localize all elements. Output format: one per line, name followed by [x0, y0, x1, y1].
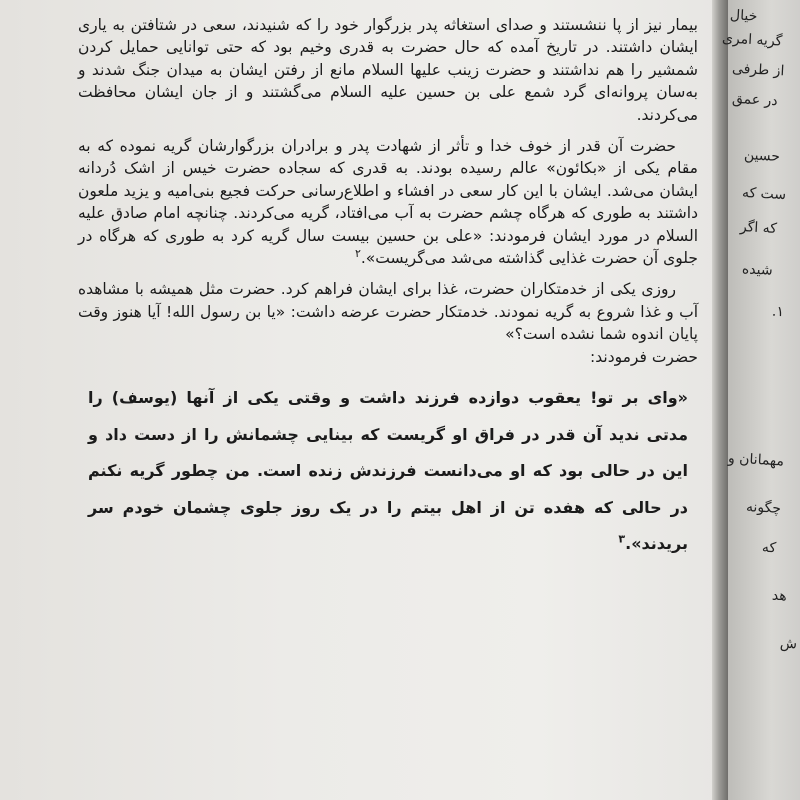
margin-fragment: ش — [779, 635, 798, 653]
margin-fragment: که — [761, 539, 777, 557]
margin-fragment: در عمق — [731, 90, 778, 110]
book-page-right-edge — [721, 0, 800, 800]
margin-fragment: ست که — [741, 184, 787, 204]
paragraph-3-text: روزی یکی از خدمتکاران حضرت، غذا برای ایشان فراهم کرد. حضرت مثل همیشه با مشاهده آب و غذا شروع به گریه نمودند. خدمتکار حضرت عرضه داشت: «یا بن رسول الله! آیا هنوز وقت پایان اندوه شما نشده است؟» — [78, 280, 698, 344]
quoted-passage-text: «وای بر تو! یعقوب دوازده فرزند داشت و وقتی یکی از آنها (یوسف) را مدتی ندید آن قدر در فراق او گریست که بینایی چشمانش را از دست داد و این در حالی بود که او می‌دانست فرزندش زنده است. من چطور گریه نکنم در حالی که هفده تن از اهل بیتم را در یک روز جلوی چشمان خودم سر بریدند». — [88, 388, 688, 554]
paragraph-2-text: حضرت آن قدر از خوف خدا و تأثر از شهادت پدر و برادران بزرگوارشان گریه نموده که به مقام یکی از «بکائون» عالم رسیده بودند. به قدری که سجاده حضرت خیس از اشک دُردانه ایشان می‌شد. ایشان با این کار سعی در افشاء و اطلاع‌رسانی حرکت فجیع بنی‌امیه و یزید ملعون داشتند به طوری که هرگاه چشم حضرت به آب می‌افتاد، گریه می‌کردند. چنانچه امام صادق علیه السلام در مورد ایشان فرمودند: «علی بن حسین بیست سال گریه کرد به طوری که هرگاه در جلوی آن حضرت غذایی گذاشته می‌شد می‌گریست». — [78, 137, 698, 268]
margin-fragment: شیده — [741, 261, 774, 279]
margin-fragment: ۱. — [771, 303, 785, 321]
footnote-marker-3: ۳ — [618, 532, 626, 546]
margin-fragment: حسین — [743, 147, 781, 165]
margin-fragment: از طرفی — [731, 60, 785, 80]
page-body-text — [78, 14, 698, 563]
paragraph-1-text: بیمار نیز از پا ننشستند و صدای استغاثه پدر بزرگوار خود را که شنیدند، سعی در شتافتن به یاری ایشان داشتند. در تاریخ آمده که حال حضرت به قدری وخیم بود که حتی توانایی حمایل کردن شمشیر را هم نداشتند و حضرت زینب علیها السلام مانع از رفتن ایشان به میدان جنگ شدند و به‌سان پروانه‌ای گرد شمع علی بن حسین علیه السلام می‌گشتند و از جان ایشان محافظت می‌کردند. — [78, 16, 698, 124]
paragraph-3 — [78, 278, 698, 345]
margin-fragment: هد — [771, 587, 788, 605]
margin-fragment: گریه امری — [721, 30, 783, 50]
paragraph-2 — [78, 135, 698, 269]
margin-fragment: مهمانان و — [727, 450, 785, 470]
paragraph-4-text: حضرت فرمودند: — [590, 347, 698, 366]
margin-fragment: خیال — [729, 7, 758, 25]
margin-fragment: چگونه — [745, 499, 782, 517]
paragraph-4 — [78, 346, 698, 368]
margin-fragment: که اگر — [739, 219, 778, 237]
book-gutter — [712, 0, 728, 800]
paragraph-1 — [78, 14, 698, 126]
quoted-passage — [78, 380, 698, 563]
footnote-marker-2: ۲ — [354, 246, 361, 260]
